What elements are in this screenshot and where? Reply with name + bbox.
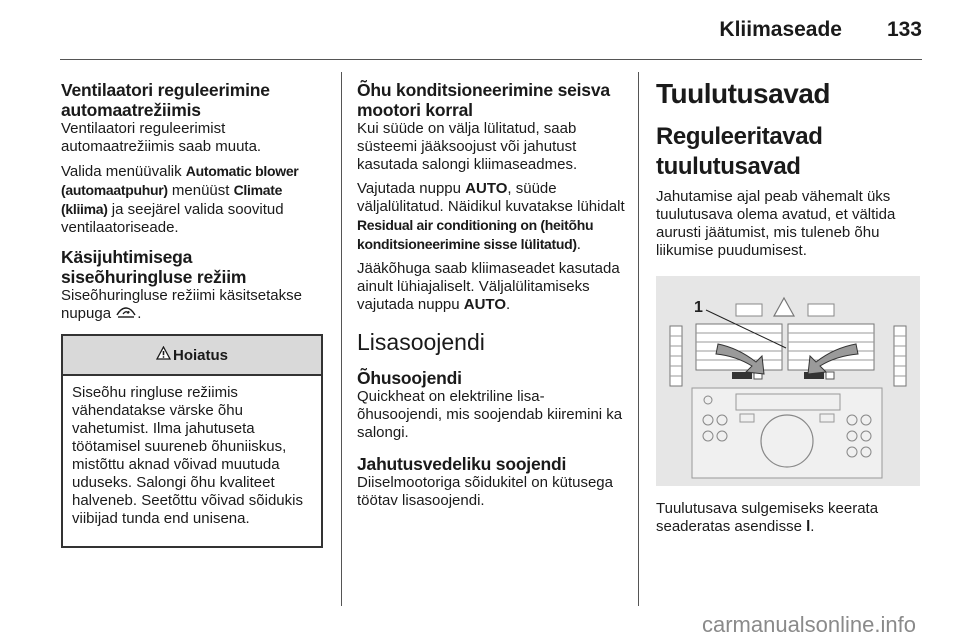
column-1 — [61, 80, 331, 323]
paragraph: Tuulutusava sulgemiseks keerata seaderatas asendisse l. — [656, 500, 879, 535]
side-vent-right — [894, 326, 906, 386]
paragraph: Diiselmootoriga sõidukitel on kütusega töötav lisasoojendi. — [357, 474, 613, 509]
heading-auxiliary-heater: Lisasoojendi — [357, 329, 485, 355]
paragraph: Jahutamise ajal peab vähemalt üks tuulutusava olema avatud, et vältida aurusti jäätumist, mis tuleneb õhu liikumise puudumisest. — [656, 188, 896, 259]
vent-illustration — [656, 276, 920, 486]
callout-1: 1 — [694, 299, 703, 316]
paragraph: Vajutada nuppu AUTO, süüde väljalülitatud. Näidikul kuvatakse lühidalt Residual air conditioning on (heitõhu konditsioneerimine sisse lülitatud). — [357, 180, 625, 253]
heading-auto-fan: Ventilaatori reguleerimine automaatrežiimis — [61, 80, 270, 120]
warning-icon — [156, 346, 171, 364]
radio-unit — [692, 388, 882, 478]
warning-header: Hoiatus — [63, 336, 321, 376]
heading-air-heater: Õhusoojendi — [357, 368, 462, 388]
paragraph: Siseõhuringluse režiimi käsitsetakse nupuga . — [61, 287, 302, 322]
paragraph: Jääkõhuga saab kliimaseadet kasutada ainult lühiajaliselt. Väljalülitamiseks vajutada nuppu AUTO. — [357, 260, 620, 313]
heading-coolant-heater: Jahutusvedeliku soojendi — [357, 454, 567, 474]
heading-engine-off: Õhu konditsioneerimine seisva mootori korral — [357, 80, 610, 120]
watermark: carmanualsonline.info — [701, 612, 916, 637]
column-divider — [638, 72, 639, 606]
center-vent-left — [696, 324, 782, 370]
recirculation-icon — [115, 305, 137, 323]
column-3 — [656, 80, 926, 536]
page-header — [0, 0, 960, 60]
warning-text: Siseõhu ringluse režiimis vähendatakse värske õhu vahetumist. Ilma jahutuseta töötamisel suureneb õhuniiskus, mistõttu aknad võivad muutuda uduseks. Salongi õhu kvaliteet halveneb. Seetõttu võivad sõidukis viibijad tunda end unisena. — [72, 384, 303, 527]
heading-recirculation: Käsijuhtimisega siseõhuringluse režiim — [61, 247, 247, 287]
header-rule — [60, 59, 922, 60]
paragraph: Ventilaatori reguleerimist automaatrežiimis saab muuta. — [61, 120, 262, 155]
heading-adjustable-vents: Reguleeritavad tuulutusavad — [656, 123, 823, 180]
column-divider — [341, 72, 342, 606]
warning-box — [61, 334, 323, 548]
heading-vents: Tuulutusavad — [656, 78, 830, 109]
column-2 — [357, 80, 629, 510]
paragraph: Valida menüüvalik Automatic blower (automaatpuhur) menüüst Climate (kliima) ja seejärel valida soovitud ventilaatoriseade. — [61, 163, 299, 236]
center-vent-right — [788, 324, 874, 370]
paragraph: Kui süüde on välja lülitatud, saab süsteemi jääksoojust või jahutust kasutada salongi kliimaseadmes. — [357, 120, 578, 173]
side-vent-left — [670, 326, 682, 386]
chapter-title: Kliimaseade — [719, 18, 842, 41]
paragraph: Quickheat on elektriline lisa-õhusoojendi, mis soojendab kiiremini ka salongi. — [357, 388, 623, 441]
page-number: 133 — [886, 18, 922, 41]
